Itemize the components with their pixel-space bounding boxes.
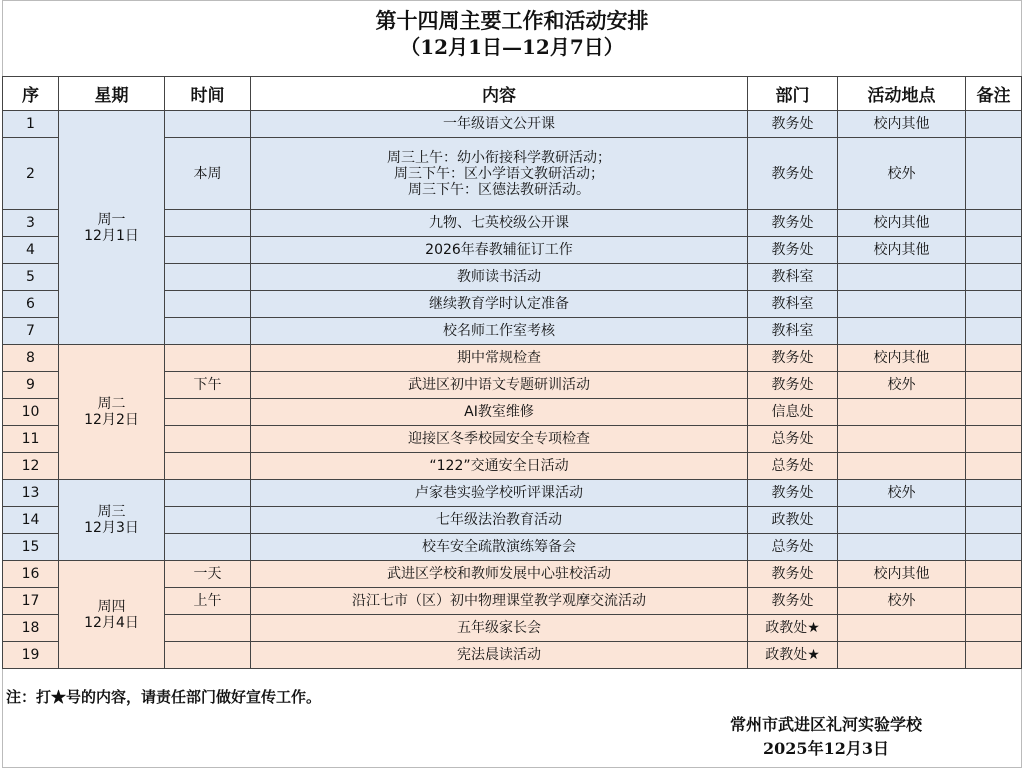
cell-content: 教师读书活动 bbox=[251, 264, 748, 291]
cell-location: 校外 bbox=[838, 138, 966, 210]
cell-department: 教科室 bbox=[748, 291, 838, 318]
cell-seq: 13 bbox=[3, 480, 59, 507]
footer-note: 注：打★号的内容，请责任部门做好宣传工作。 bbox=[6, 688, 322, 706]
cell-time bbox=[165, 237, 251, 264]
cell-content: 宪法晨读活动 bbox=[251, 642, 748, 669]
cell-time bbox=[165, 507, 251, 534]
cell-remark bbox=[966, 588, 1022, 615]
cell-remark bbox=[966, 237, 1022, 264]
cell-seq: 8 bbox=[3, 345, 59, 372]
table-row bbox=[3, 561, 1022, 588]
cell-department: 教科室 bbox=[748, 318, 838, 345]
cell-content: 沿江七市（区）初中物理课堂教学观摩交流活动 bbox=[251, 588, 748, 615]
cell-seq: 6 bbox=[3, 291, 59, 318]
cell-remark bbox=[966, 642, 1022, 669]
header-seq: 序 bbox=[3, 77, 59, 111]
cell-time bbox=[165, 399, 251, 426]
cell-content: 期中常规检查 bbox=[251, 345, 748, 372]
cell-seq: 16 bbox=[3, 561, 59, 588]
header-weekday: 星期 bbox=[59, 77, 165, 111]
cell-location bbox=[838, 318, 966, 345]
cell-time bbox=[165, 534, 251, 561]
cell-location bbox=[838, 426, 966, 453]
cell-content: 五年级家长会 bbox=[251, 615, 748, 642]
page-subtitle: （12月1日—12月7日） bbox=[400, 35, 624, 59]
cell-remark bbox=[966, 561, 1022, 588]
cell-seq: 10 bbox=[3, 399, 59, 426]
cell-department: 教务处 bbox=[748, 138, 838, 210]
cell-content: 卢家巷实验学校听评课活动 bbox=[251, 480, 748, 507]
cell-remark bbox=[966, 291, 1022, 318]
cell-time bbox=[165, 453, 251, 480]
cell-content: 校名师工作室考核 bbox=[251, 318, 748, 345]
cell-remark bbox=[966, 426, 1022, 453]
cell-remark bbox=[966, 453, 1022, 480]
cell-remark bbox=[966, 615, 1022, 642]
cell-location bbox=[838, 507, 966, 534]
cell-time bbox=[165, 318, 251, 345]
cell-location: 校外 bbox=[838, 372, 966, 399]
cell-remark bbox=[966, 138, 1022, 210]
table-row bbox=[3, 345, 1022, 372]
cell-seq: 17 bbox=[3, 588, 59, 615]
weekday-cell bbox=[59, 345, 165, 480]
footer bbox=[0, 676, 1024, 770]
cell-location bbox=[838, 615, 966, 642]
cell-time bbox=[165, 426, 251, 453]
school-name: 常州市武进区礼河实验学校 bbox=[729, 715, 922, 734]
cell-time bbox=[165, 291, 251, 318]
cell-seq: 18 bbox=[3, 615, 59, 642]
cell-department: 总务处 bbox=[748, 453, 838, 480]
schedule-table bbox=[2, 76, 1022, 669]
cell-seq: 1 bbox=[3, 111, 59, 138]
cell-department: 教务处 bbox=[748, 237, 838, 264]
schedule-body bbox=[3, 111, 1022, 669]
header-remark: 备注 bbox=[966, 77, 1022, 111]
page-title: 第十四周主要工作和活动安排 bbox=[375, 8, 649, 33]
cell-time bbox=[165, 111, 251, 138]
cell-location: 校外 bbox=[838, 480, 966, 507]
issue-date: 2025年12月3日 bbox=[763, 739, 889, 758]
cell-department: 政教处★ bbox=[748, 642, 838, 669]
cell-time bbox=[165, 615, 251, 642]
table-row bbox=[3, 480, 1022, 507]
cell-location bbox=[838, 264, 966, 291]
cell-department: 教务处 bbox=[748, 588, 838, 615]
header-row bbox=[3, 77, 1022, 111]
cell-seq: 15 bbox=[3, 534, 59, 561]
cell-department: 政教处 bbox=[748, 507, 838, 534]
cell-time: 下午 bbox=[165, 372, 251, 399]
cell-seq: 9 bbox=[3, 372, 59, 399]
cell-content: 九物、七英校级公开课 bbox=[251, 210, 748, 237]
title-block bbox=[0, 0, 1024, 76]
weekday-date: 12月1日 bbox=[84, 227, 139, 244]
cell-content: 迎接区冬季校园安全专项检查 bbox=[251, 426, 748, 453]
cell-location: 校内其他 bbox=[838, 111, 966, 138]
weekday-name: 周四 bbox=[97, 598, 126, 615]
cell-content: 一年级语文公开课 bbox=[251, 111, 748, 138]
cell-location bbox=[838, 291, 966, 318]
cell-remark bbox=[966, 399, 1022, 426]
table-row bbox=[3, 111, 1022, 138]
cell-seq: 14 bbox=[3, 507, 59, 534]
cell-content: “122”交通安全日活动 bbox=[251, 453, 748, 480]
header-time: 时间 bbox=[165, 77, 251, 111]
cell-time bbox=[165, 345, 251, 372]
weekday-date: 12月3日 bbox=[84, 520, 139, 536]
cell-location: 校内其他 bbox=[838, 561, 966, 588]
weekday-cell bbox=[59, 480, 165, 561]
cell-time: 本周 bbox=[165, 138, 251, 210]
cell-seq: 3 bbox=[3, 210, 59, 237]
cell-remark bbox=[966, 210, 1022, 237]
cell-department: 总务处 bbox=[748, 534, 838, 561]
cell-seq: 5 bbox=[3, 264, 59, 291]
cell-remark bbox=[966, 372, 1022, 399]
weekday-name: 周三 bbox=[97, 504, 126, 520]
cell-location: 校内其他 bbox=[838, 210, 966, 237]
cell-seq: 2 bbox=[3, 138, 59, 210]
cell-department: 信息处 bbox=[748, 399, 838, 426]
cell-location: 校内其他 bbox=[838, 237, 966, 264]
weekday-name: 周二 bbox=[97, 396, 126, 412]
cell-seq: 4 bbox=[3, 237, 59, 264]
cell-seq: 11 bbox=[3, 426, 59, 453]
cell-time bbox=[165, 264, 251, 291]
cell-remark bbox=[966, 480, 1022, 507]
header-content: 内容 bbox=[251, 77, 748, 111]
cell-time bbox=[165, 480, 251, 507]
cell-department: 教务处 bbox=[748, 480, 838, 507]
cell-remark bbox=[966, 534, 1022, 561]
cell-content: 武进区初中语文专题研训活动 bbox=[251, 372, 748, 399]
weekday-cell bbox=[59, 561, 165, 669]
cell-department: 教科室 bbox=[748, 264, 838, 291]
cell-time bbox=[165, 210, 251, 237]
cell-content: AI教室维修 bbox=[251, 399, 748, 426]
cell-remark bbox=[966, 345, 1022, 372]
cell-content: 继续教育学时认定准备 bbox=[251, 291, 748, 318]
cell-remark bbox=[966, 318, 1022, 345]
cell-time bbox=[165, 642, 251, 669]
cell-content: 校车安全疏散演练筹备会 bbox=[251, 534, 748, 561]
cell-department: 政教处★ bbox=[748, 615, 838, 642]
cell-location bbox=[838, 534, 966, 561]
cell-location: 校外 bbox=[838, 588, 966, 615]
cell-department: 教务处 bbox=[748, 210, 838, 237]
header-department: 部门 bbox=[748, 77, 838, 111]
cell-remark bbox=[966, 264, 1022, 291]
cell-seq: 19 bbox=[3, 642, 59, 669]
cell-content: 七年级法治教育活动 bbox=[251, 507, 748, 534]
cell-location bbox=[838, 399, 966, 426]
cell-content: 武进区学校和教师发展中心驻校活动 bbox=[251, 561, 748, 588]
cell-time: 上午 bbox=[165, 588, 251, 615]
cell-remark bbox=[966, 507, 1022, 534]
cell-location: 校内其他 bbox=[838, 345, 966, 372]
cell-department: 教务处 bbox=[748, 111, 838, 138]
cell-seq: 12 bbox=[3, 453, 59, 480]
header-location: 活动地点 bbox=[838, 77, 966, 111]
cell-content: 周三上午：幼小衔接科学教研活动； 周三下午：区小学语文教研活动； 周三下午：区德法教研活动。 bbox=[251, 138, 748, 210]
cell-department: 教务处 bbox=[748, 561, 838, 588]
cell-department: 总务处 bbox=[748, 426, 838, 453]
cell-content: 2026年春教辅征订工作 bbox=[251, 237, 748, 264]
weekday-cell bbox=[59, 111, 165, 345]
weekday-date: 12月2日 bbox=[84, 412, 139, 428]
cell-location bbox=[838, 453, 966, 480]
cell-department: 教务处 bbox=[748, 372, 838, 399]
cell-location bbox=[838, 642, 966, 669]
cell-time: 一天 bbox=[165, 561, 251, 588]
weekday-date: 12月4日 bbox=[84, 614, 139, 631]
cell-department: 教务处 bbox=[748, 345, 838, 372]
cell-seq: 7 bbox=[3, 318, 59, 345]
weekday-name: 周一 bbox=[97, 211, 126, 228]
cell-remark bbox=[966, 111, 1022, 138]
